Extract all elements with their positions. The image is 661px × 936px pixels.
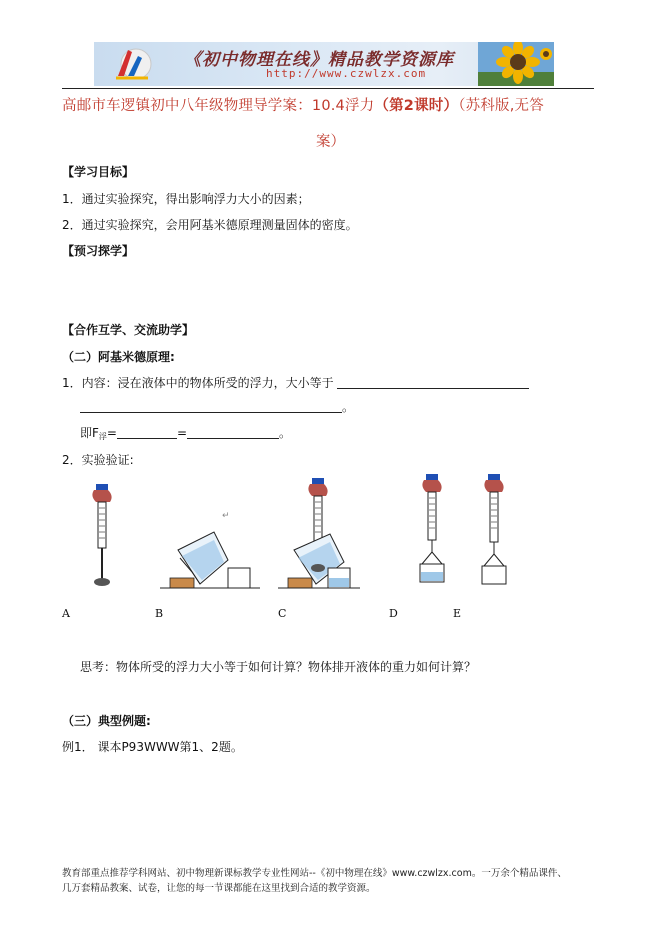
preview-heading: 【预习探学】 — [62, 244, 135, 258]
example-1: 例1． 课本P93WWW第1、2题。 — [62, 740, 243, 754]
figure-label-a: A — [62, 607, 70, 620]
formula-eq1: = — [106, 426, 117, 440]
header-banner — [94, 42, 554, 86]
page-title-continued: 案） — [316, 134, 345, 150]
sunflower-icon — [478, 42, 554, 86]
banner-url: http://www.czwlzx.com — [266, 67, 427, 80]
coop-heading: 【合作互学、交流助学】 — [62, 323, 195, 337]
footer-line-1: 教育部重点推荐学科网站、初中物理新课标教学专业性网站--《初中物理在线》www.czwlzx.com。一万余个精品课件、 — [62, 868, 567, 879]
figure-c-submerged-object — [278, 478, 360, 588]
page-title — [62, 94, 594, 115]
figure-a-spring-scale — [92, 484, 111, 586]
figure-label-d: D — [389, 607, 398, 620]
goal-1: 1．通过实验探究，得出影响浮力大小的因素； — [62, 192, 310, 206]
banner-title: 《初中物理在线》精品教学资源库 — [184, 50, 454, 70]
footer-note — [62, 866, 602, 896]
think-question: 思考：物体所受的浮力大小等于如何计算？物体排开液体的重力如何计算？ — [80, 660, 477, 674]
figure-b-overflow-beaker — [160, 511, 260, 588]
content-label: 1．内容：浸在液体中的物体所受的浮力，大小等于 — [62, 376, 334, 390]
svg-text:↵: ↵ — [222, 511, 230, 521]
site-logo-icon — [108, 46, 156, 82]
figure-label-e: E — [453, 607, 462, 620]
goals-heading: 【学习目标】 — [62, 165, 135, 179]
examples-heading: （三）典型例题: — [62, 714, 151, 728]
formula-prefix: 即F — [80, 426, 99, 440]
experiment-label: 2．实验验证: — [62, 453, 134, 467]
archimedes-heading: （二）阿基米德原理: — [62, 350, 175, 364]
formula-end: 。 — [279, 426, 292, 440]
formula-blank-1[interactable] — [117, 426, 177, 439]
figure-d-weighing-overflow — [420, 474, 444, 582]
content-end: 。 — [342, 400, 355, 414]
figure-e-weighing-empty — [482, 474, 506, 584]
experiment-figure — [60, 468, 580, 598]
title-main: 高邮市车逻镇初中八年级物理导学案：10.4浮力 — [62, 98, 375, 114]
formula-blank-2[interactable] — [187, 426, 279, 439]
footer-line-2: 几万套精品教案、试卷，让您的每一节课都能在这里找到合适的教学资源。 — [62, 883, 376, 894]
content-blank-2[interactable] — [80, 400, 342, 413]
formula-subscript: 浮 — [98, 432, 107, 441]
header-rule — [62, 88, 594, 89]
formula-line — [80, 424, 291, 442]
figure-label-b: B — [155, 607, 164, 620]
content-line-2 — [80, 398, 354, 415]
title-edition: （苏科版,无答 — [458, 98, 544, 114]
goal-2: 2．通过实验探究，会用阿基米德原理测量固体的密度。 — [62, 218, 358, 232]
formula-eq2: = — [176, 426, 188, 440]
content-line — [62, 374, 529, 391]
content-blank-1[interactable] — [337, 376, 529, 389]
figure-label-c: C — [278, 607, 287, 620]
title-lesson: （第2课时） — [374, 98, 459, 114]
